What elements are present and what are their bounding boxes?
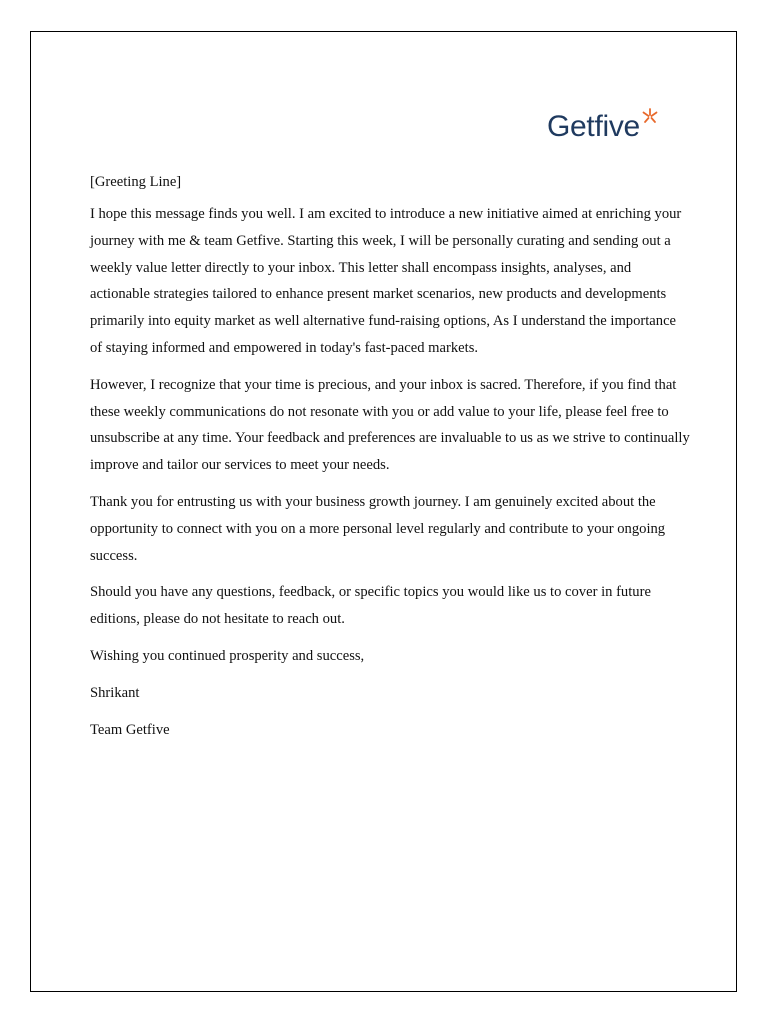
paragraph-intro: I hope this message finds you well. I am excited to introduce a new initiative aimed at enriching your journey with me & team Getfive. Starting this week, I will be personally curating and sending out a weekly value letter directly to your inbox. This letter shall encompass insights, analyses, and actionable strategies tailored to enhance present market scenarios, new products and developments primarily into equity market as well alternative fund-raising options, As I understand the importance of staying informed and empowered in today's fast-paced markets. xyxy=(90,206,682,356)
asterisk-spark-icon xyxy=(642,108,658,126)
paragraph-questions: Should you have any questions, feedback, or specific topics you would like us to cover in future editions, please do not hesitate to reach out. xyxy=(90,584,651,628)
logo-wordmark: Getfive xyxy=(547,110,640,143)
paragraph-unsubscribe: However, I recognize that your time is precious, and your inbox is sacred. Therefore, if you find that these weekly communications do not resonate with you or add value to your life, please feel free to unsubscribe at any time. Your feedback and preferences are invaluable to us as we strive to continually improve and tailor our services to meet your needs. xyxy=(90,376,690,474)
letter-body xyxy=(90,172,690,753)
signature-team: Team Getfive xyxy=(90,721,170,738)
signature-name: Shrikant xyxy=(90,684,140,701)
greeting-line: [Greeting Line] xyxy=(90,174,182,190)
paragraph-thanks: Thank you for entrusting us with your business growth journey. I am genuinely excited about the opportunity to connect with you on a more personal level regularly and contribute to your ongoing success. xyxy=(90,493,666,564)
closing-line: Wishing you continued prosperity and success, xyxy=(90,647,365,664)
getfive-logo xyxy=(547,106,658,148)
